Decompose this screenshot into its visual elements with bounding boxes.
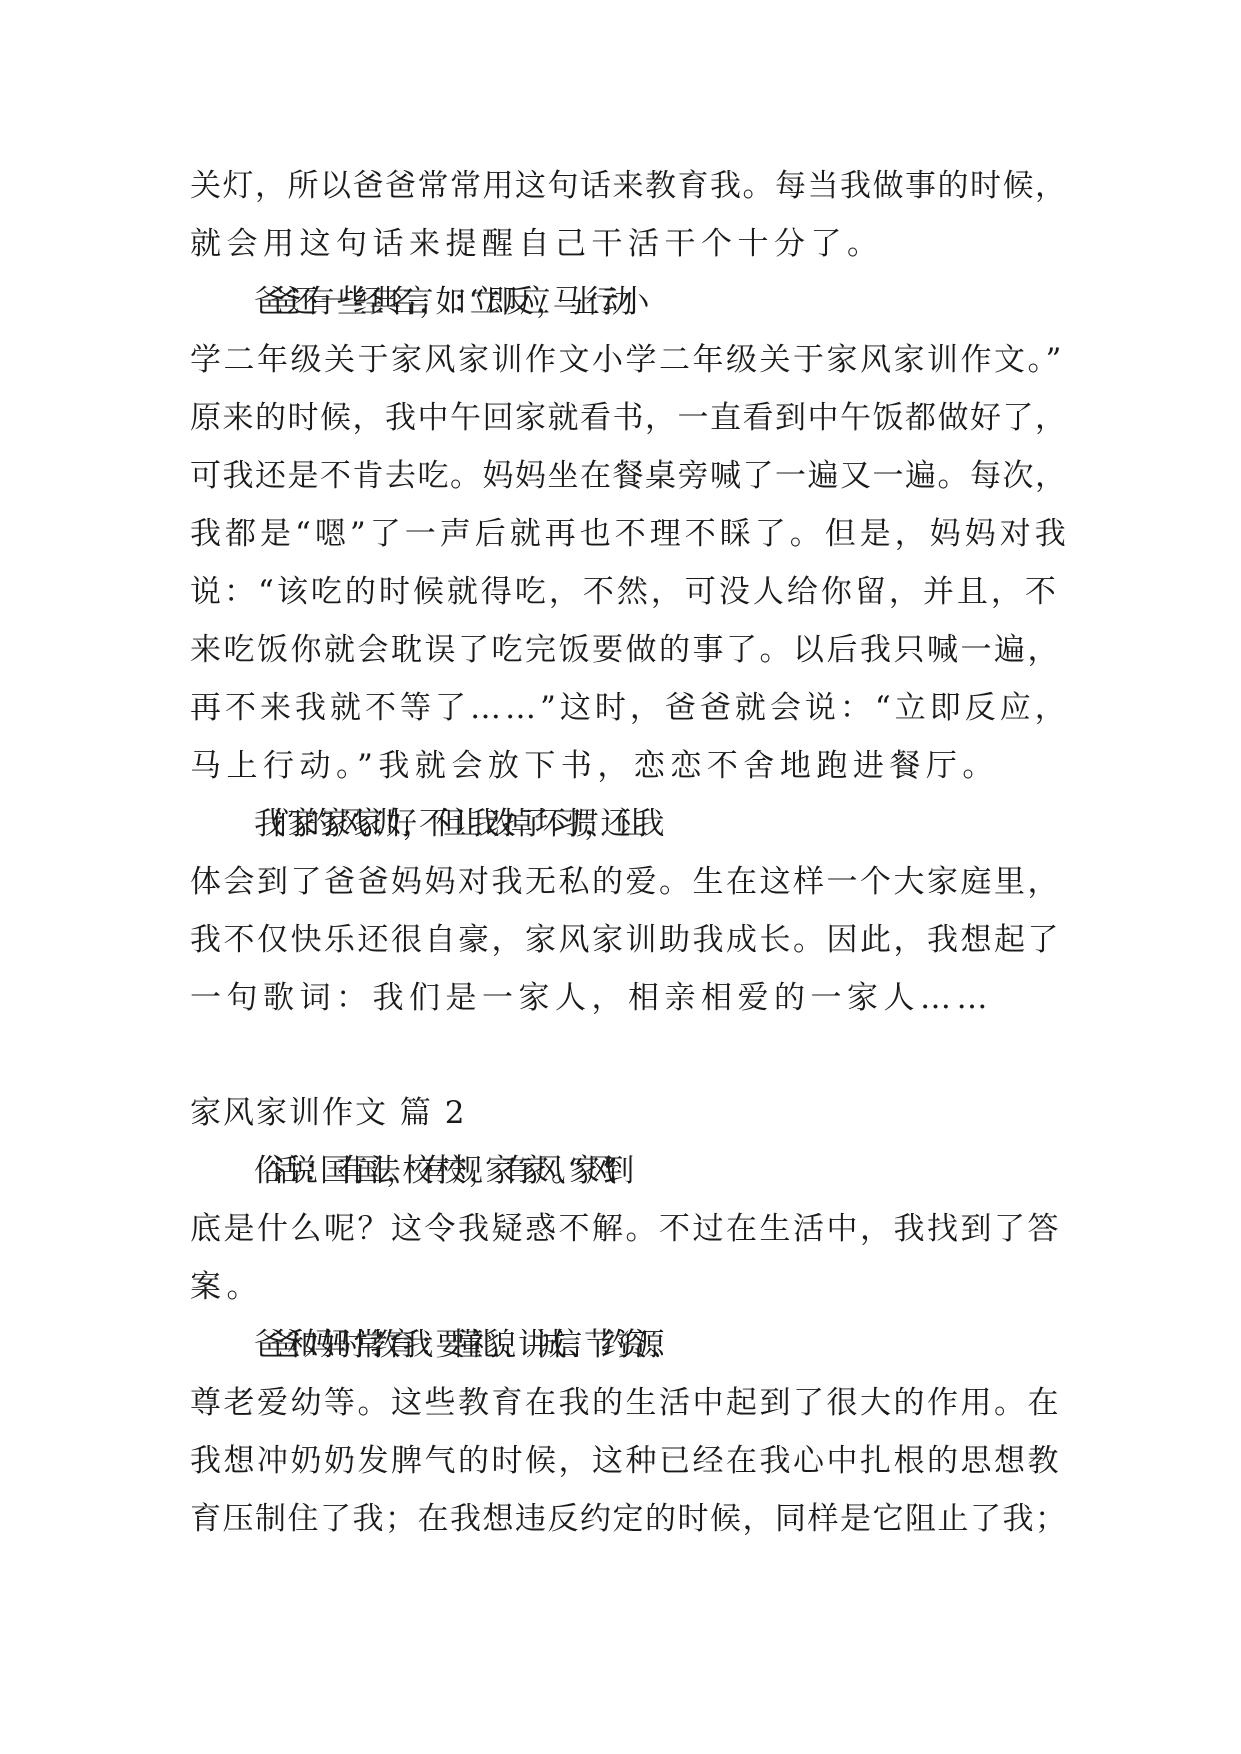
text-line: 尊老爱幼等。这些教育在我的生活中起到了很大的作用。在: [190, 1385, 1061, 1421]
text-line: 马上行动。”我就会放下书，恋恋不舍地跑进餐厅。: [190, 748, 999, 784]
text-line: 关灯，所以爸爸常常用这句话来教育我。每当我做事的时候，: [190, 168, 1068, 204]
text-line: 我都是“嗯”了一声后就再也不理不睬了。但是，妈妈对我: [190, 516, 1070, 552]
text-line: 说：“该吃的时候就得吃，不然，可没人给你留，并且，不: [190, 574, 1059, 610]
text-line: 俗话说：国有国法，校有校规，家有家风。“家风”到: [254, 1153, 620, 1189]
text-line: 爸爸和妈妈时常教育我：要懂礼貌、讲诚信、节约资源、: [254, 1327, 667, 1363]
text-line: 体会到了爸爸妈妈对我无私的爱。生在这样一个大家庭里，: [190, 864, 1061, 900]
text-line: 案。: [190, 1269, 263, 1305]
text-line: 我们家的家风家训好，不但让我改掉了坏习惯，还让我: [254, 806, 650, 842]
text-line: 学二年级关于家风家训作文小学二年级关于家风家训作文。”: [190, 342, 1064, 378]
text-line: 我想冲奶奶发脾气的时候，这种已经在我心中扎根的思想教: [190, 1443, 1061, 1479]
text-line: 爸爸还有一些经典名言，如：“立即反应，马上行动小: [254, 284, 635, 320]
text-line: 底是什么呢？这令我疑惑不解。不过在生活中，我找到了答: [190, 1211, 1061, 1247]
text-line: 来吃饭你就会耽误了吃完饭要做的事了。以后我只喊一遍，: [190, 632, 1061, 668]
text-line: 就会用这句话来提醒自己干活干个十分了。: [190, 226, 884, 262]
text-line: 原来的时候，我中午回家就看书，一直看到中午饭都做好了，: [190, 400, 1068, 436]
text-line: 我不仅快乐还很自豪，家风家训助我成长。因此，我想起了: [190, 922, 1061, 958]
text-line: 一句歌词：我们是一家人，相亲相爱的一家人……: [190, 980, 993, 1016]
text-line: 育压制住了我；在我想违反约定的时候，同样是它阻止了我；: [190, 1501, 1068, 1537]
text-line: 再不来我就不等了……”这时，爸爸就会说：“立即反应，: [190, 690, 1070, 726]
section-heading: 家风家训作文 篇 2: [190, 1095, 467, 1131]
text-line: 可我还是不肯去吃。妈妈坐在餐桌旁喊了一遍又一遍。每次，: [190, 458, 1068, 494]
